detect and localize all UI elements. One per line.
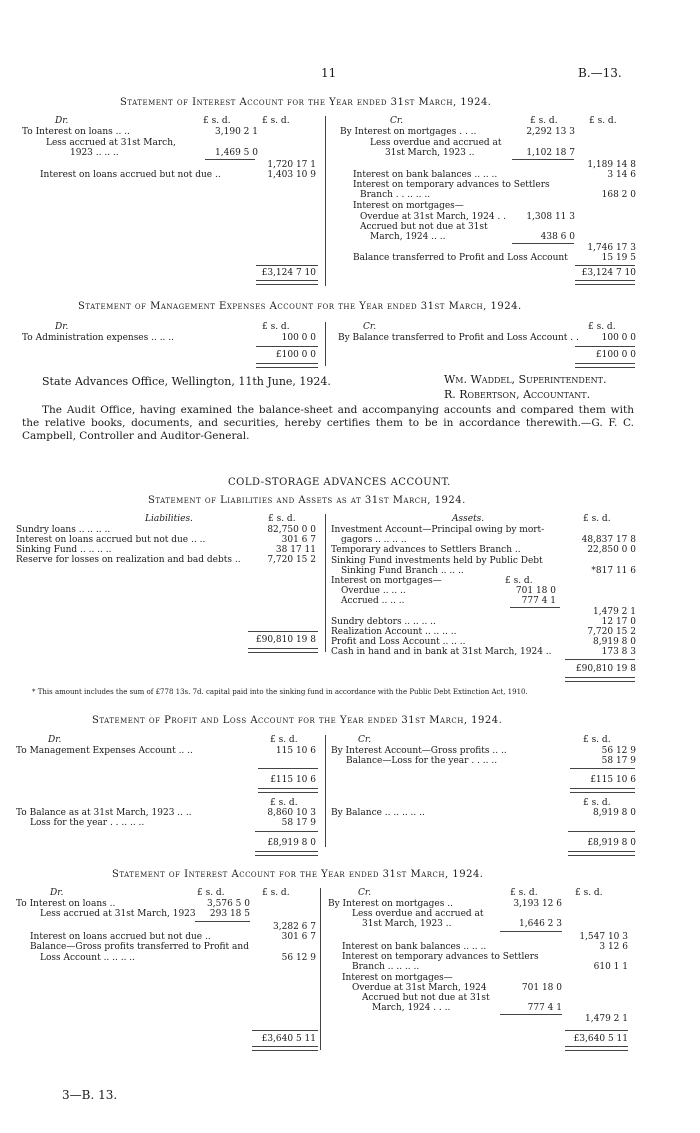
ledger-entry: To Management Expenses Account .. .. — [16, 746, 193, 756]
ledger-entry: Accrued .. .. .. — [341, 596, 405, 606]
ledger-entry: March, 1924 . . .. — [372, 1003, 451, 1013]
ledger-amount: 58 17 9 — [281, 818, 316, 828]
ledger-amount: 1,102 18 7 — [526, 148, 575, 158]
ledger-entry: Loss for the year . . .. .. .. — [30, 818, 145, 828]
cr-label: Cr. — [358, 888, 372, 898]
ledger-entry: Interest on mortgages— — [342, 973, 453, 983]
ledger-entry: Interest on loans accrued but not due .. .. — [16, 535, 206, 545]
ledger-entry: Interest on bank balances .. .. .. — [342, 942, 487, 952]
unit-header: £ s. d. — [262, 888, 290, 898]
ledger-entry: To Administration expenses .. .. .. — [22, 333, 175, 343]
ledger-entry: Balance—Loss for the year . . .. .. — [346, 756, 498, 766]
ledger-entry: 31st March, 1923 .. — [362, 919, 452, 929]
management-expenses-title: Statement of Management Expenses Account for the Year ended 31st March, 1924. — [78, 301, 522, 312]
ledger-amount: 301 6 7 — [281, 932, 316, 942]
ledger-entry: Interest on loans accrued but not due .. — [30, 932, 211, 942]
ledger-entry: Reserve for losses on realization and bad debts .. — [16, 555, 241, 565]
ledger-total: £90,810 19 8 — [575, 664, 636, 674]
ledger-amount: 7,720 15 2 — [267, 555, 316, 565]
ledger-total: £90,810 19 8 — [255, 635, 316, 645]
unit-header: £ s. d. — [505, 576, 533, 586]
ledger-entry: Overdue at 31st March, 1924 . . — [360, 212, 507, 222]
ledger-amount: 438 6 0 — [540, 232, 575, 242]
ledger-entry: 31st March, 1923 .. — [385, 148, 475, 158]
ledger-amount: 3,190 2 1 — [215, 127, 258, 137]
ledger-amount: 115 10 6 — [275, 746, 316, 756]
ledger-amount: 8,860 10 3 — [267, 808, 316, 818]
ledger-entry: Balance—Gross profits transferred to Profit and — [30, 942, 249, 952]
ledger-entry: Interest on loans accrued but not due .. — [40, 170, 221, 180]
liabilities-assets-title: Statement of Liabilities and Assets as at 31st March, 1924. — [148, 495, 466, 506]
cr-label: Cr. — [363, 322, 377, 332]
ledger-entry: Overdue .. .. .. — [341, 586, 406, 596]
ledger-entry: Sundry debtors .. .. .. .. — [331, 617, 436, 627]
ledger-entry: Sinking Fund investments held by Public Debt — [331, 556, 543, 566]
dr-label: Dr. — [55, 116, 69, 126]
ledger-entry: Cash in hand and in bank at 31st March, 1924 .. — [331, 647, 552, 657]
ledger-entry: 1923 .. .. .. — [70, 148, 119, 158]
ledger-entry: By Interest Account—Gross profits .. .. — [331, 746, 507, 756]
ledger-total: £100 0 0 — [595, 350, 636, 360]
ledger-amount: 1,308 11 3 — [526, 212, 575, 222]
ledger-entry: By Interest on mortgages .. — [328, 899, 453, 909]
ledger-total: £8,919 8 0 — [587, 838, 636, 848]
ledger-total: £8,919 8 0 — [267, 838, 316, 848]
ledger-amount: 701 18 0 — [515, 586, 556, 596]
section-heading: COLD-STORAGE ADVANCES ACCOUNT. — [228, 477, 451, 488]
ledger-amount: 8,919 8 0 — [593, 808, 636, 818]
ledger-amount: 3,576 5 0 — [207, 899, 250, 909]
ledger-total: £115 10 6 — [270, 775, 316, 785]
ledger-entry: By Balance .. .. .. .. .. — [331, 808, 425, 818]
ledger-amount: 15 19 5 — [601, 253, 636, 263]
ledger-entry: Accrued but not due at 31st — [362, 993, 490, 1003]
unit-header: £ s. d. — [583, 798, 611, 808]
ledger-amount: 1,746 17 3 — [587, 243, 636, 253]
ledger-total: £3,640 5 11 — [573, 1034, 628, 1044]
ledger-entry: Loss Account .. .. .. .. — [40, 953, 136, 963]
unit-header: £ s. d. — [197, 888, 225, 898]
cr-label: Cr. — [390, 116, 404, 126]
ledger-amount: 301 6 7 — [281, 535, 316, 545]
ledger-entry: Branch . . .. .. .. — [360, 190, 431, 200]
ledger-amount: 1,479 2 1 — [585, 1014, 628, 1024]
ledger-amount: 1,646 2 3 — [519, 919, 562, 929]
ledger-entry: Less overdue and accrued at — [352, 909, 484, 919]
ledger-amount: 610 1 1 — [593, 962, 628, 972]
ledger-entry: Sinking Fund Branch .. .. .. — [341, 566, 464, 576]
ledger-entry: Interest on temporary advances to Settlers — [353, 180, 550, 190]
unit-header: £ s. d. — [270, 798, 298, 808]
ledger-amount: 1,720 17 1 — [267, 160, 316, 170]
ledger-amount: 12 17 0 — [601, 617, 636, 627]
ledger-entry: Less accrued at 31st March, — [46, 138, 176, 148]
ledger-entry: Investment Account—Principal owing by mort- — [331, 525, 545, 535]
ledger-entry: By Interest on mortgages . . .. — [340, 127, 477, 137]
interest-account-title: Statement of Interest Account for the Year ended 31st March, 1924. — [112, 869, 484, 880]
ledger-total: £3,124 7 10 — [261, 268, 316, 278]
ledger-entry: Interest on mortgages— — [353, 201, 464, 211]
ledger-entry: Temporary advances to Settlers Branch .. — [331, 545, 521, 555]
assets-header: Assets. — [452, 514, 485, 524]
ledger-total: £100 0 0 — [275, 350, 316, 360]
ledger-amount: 1,479 2 1 — [593, 607, 636, 617]
ledger-amount: 100 0 0 — [281, 333, 316, 343]
ledger-amount: 1,547 10 3 — [579, 932, 628, 942]
unit-header: £ s. d. — [203, 116, 231, 126]
dr-label: Dr. — [48, 735, 62, 745]
ledger-entry: Branch .. .. .. .. — [352, 962, 420, 972]
liabilities-header: Liabilities. — [145, 514, 193, 524]
ledger-amount: 2,292 13 3 — [526, 127, 575, 137]
ledger-amount: 38 17 11 — [275, 545, 316, 555]
ledger-total: £115 10 6 — [590, 775, 636, 785]
ledger-entry: Balance transferred to Profit and Loss Account — [353, 253, 568, 263]
ledger-amount: *817 11 6 — [591, 566, 636, 576]
ledger-amount: 3,282 6 7 — [273, 922, 316, 932]
accountant-signature: R. Robertson, Accountant. — [444, 388, 591, 401]
ledger-entry: Interest on bank balances .. .. .. — [353, 170, 498, 180]
ledger-entry: Realization Account .. .. .. .. — [331, 627, 457, 637]
page-number: 11 — [321, 66, 337, 80]
ledger-amount: 56 12 9 — [601, 746, 636, 756]
ledger-entry: Profit and Loss Account .. .. .. — [331, 637, 466, 647]
ledger-amount: 777 4 1 — [527, 1003, 562, 1013]
ledger-amount: 58 17 9 — [601, 756, 636, 766]
unit-header: £ s. d. — [262, 116, 290, 126]
unit-header: £ s. d. — [268, 514, 296, 524]
unit-header: £ s. d. — [588, 322, 616, 332]
document-ref: B.—13. — [578, 66, 622, 80]
superintendent-signature: Wm. Waddel, Superintendent. — [444, 373, 607, 386]
ledger-amount: 56 12 9 — [281, 953, 316, 963]
unit-header: £ s. d. — [583, 735, 611, 745]
audit-certificate: The Audit Office, having examined the balance-sheet and accompanying accounts and compared them with the relative books, documents, and securities, hereby certifies them to be in accordance therewith.—G. F. C. Campbell, Controller and Auditor-General. — [22, 404, 634, 442]
ledger-amount: 22,850 0 0 — [587, 545, 636, 555]
ledger-entry: gagors .. .. .. .. — [341, 535, 407, 545]
unit-header: £ s. d. — [589, 116, 617, 126]
dr-label: Dr. — [50, 888, 64, 898]
unit-header: £ s. d. — [583, 514, 611, 524]
ledger-amount: 100 0 0 — [601, 333, 636, 343]
ledger-entry: Less accrued at 31st March, 1923 — [40, 909, 196, 919]
unit-header: £ s. d. — [510, 888, 538, 898]
unit-header: £ s. d. — [270, 735, 298, 745]
unit-header: £ s. d. — [530, 116, 558, 126]
ledger-amount: 293 18 5 — [209, 909, 250, 919]
footnote: * This amount includes the sum of £778 13s. 7d. capital paid into the sinking fund in accordance with the Public Debt Extinction Act, 1910. — [32, 688, 528, 696]
ledger-amount: 1,403 10 9 — [267, 170, 316, 180]
office-dateline: State Advances Office, Wellington, 11th June, 1924. — [42, 375, 331, 388]
ledger-entry: March, 1924 .. .. — [370, 232, 446, 242]
ledger-entry: Sundry loans .. .. .. .. — [16, 525, 111, 535]
ledger-amount: 1,469 5 0 — [215, 148, 258, 158]
cr-label: Cr. — [358, 735, 372, 745]
ledger-entry: Overdue at 31st March, 1924 — [352, 983, 487, 993]
ledger-entry: By Balance transferred to Profit and Loss Account . . — [338, 333, 579, 343]
ledger-entry: To Interest on loans .. — [16, 899, 116, 909]
ledger-entry: To Interest on loans .. .. — [22, 127, 130, 137]
ledger-amount: 777 4 1 — [521, 596, 556, 606]
ledger-amount: 3 14 6 — [607, 170, 636, 180]
dr-label: Dr. — [55, 322, 69, 332]
ledger-amount: 3 12 6 — [599, 942, 628, 952]
ledger-entry: To Balance as at 31st March, 1923 .. .. — [16, 808, 192, 818]
ledger-entry: Interest on mortgages— — [331, 576, 442, 586]
unit-header: £ s. d. — [262, 322, 290, 332]
ledger-amount: 8,919 8 0 — [593, 637, 636, 647]
ledger-entry: Interest on temporary advances to Settlers — [342, 952, 539, 962]
ledger-entry: Less overdue and accrued at — [370, 138, 502, 148]
ledger-total: £3,124 7 10 — [581, 268, 636, 278]
unit-header: £ s. d. — [575, 888, 603, 898]
ledger-entry: Accrued but not due at 31st — [360, 222, 488, 232]
ledger-entry: Sinking Fund .. .. .. .. — [16, 545, 112, 555]
ledger-amount: 82,750 0 0 — [267, 525, 316, 535]
ledger-amount: 3,193 12 6 — [513, 899, 562, 909]
ledger-amount: 173 8 3 — [601, 647, 636, 657]
ledger-amount: 1,189 14 8 — [587, 160, 636, 170]
ledger-amount: 7,720 15 2 — [587, 627, 636, 637]
ledger-total: £3,640 5 11 — [261, 1034, 316, 1044]
ledger-amount: 701 18 0 — [521, 983, 562, 993]
ledger-amount: 168 2 0 — [601, 190, 636, 200]
profit-loss-title: Statement of Profit and Loss Account for the Year ended 31st March, 1924. — [92, 715, 503, 726]
footer-ref: 3—B. 13. — [62, 1088, 118, 1102]
interest-account-title: Statement of Interest Account for the Year ended 31st March, 1924. — [120, 97, 492, 108]
ledger-amount: 48,837 17 8 — [581, 535, 636, 545]
